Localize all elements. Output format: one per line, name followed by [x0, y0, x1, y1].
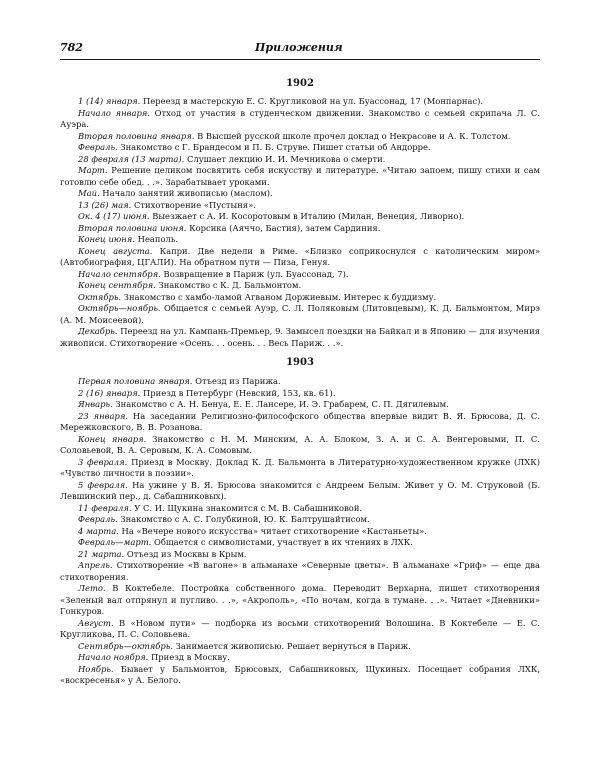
- chronicle-entry: [60, 652, 540, 664]
- entry-text: Решение целиком посвятить себя искусству и литературе. «Читаю запоем, пишу стихи и сам готовлю себе обед. . .». Зарабатывает уроками.: [60, 165, 540, 187]
- entry-date: Март.: [78, 165, 108, 175]
- entry-date: Ноябрь.: [78, 663, 114, 674]
- chronicle-entry: [60, 411, 540, 434]
- entry-text: Приезд в Москву. Доклад К. Д. Бальмонта в Литературно-художественном кружке (ЛХК) «Чувство личности в поэзии».: [60, 456, 540, 478]
- chronicle-entry: [60, 96, 540, 108]
- entry-text: Знакомство с хамбо-ламой Агваном Доржиевым. Интерес к буддизму.: [121, 291, 437, 302]
- entry-text: Приезд в Петербург (Невский, 153, кв. 61).: [140, 387, 336, 398]
- entry-date: Лето.: [78, 583, 106, 593]
- entry-date: 5 февраля.: [78, 479, 128, 490]
- entry-text: Капри. Две недели в Риме. «Близко соприкоснулся с католическим миром» (Автобиография, ЦГАЛИ). На обратном пути — Пиза, Генуя.: [60, 245, 540, 267]
- chronicle-entries-1903: [60, 376, 540, 687]
- chronicle-entry: [60, 457, 540, 480]
- entry-date: Начало ноября.: [78, 652, 149, 662]
- entry-date: Февраль.: [78, 142, 118, 152]
- entry-text: Слушает лекцию И. И. Мечникова о смерти.: [184, 153, 386, 164]
- entry-date: 21 марта.: [78, 548, 125, 559]
- entry-text: Начало занятий живописью (маслом).: [99, 188, 273, 198]
- entry-text: Переезд в мастерскую Е. С. Кругликовой на ул. Буассонад, 17 (Монпарнас).: [140, 96, 484, 106]
- entry-date: Конец июня.: [78, 234, 135, 244]
- entry-date: Вторая половина января.: [78, 130, 195, 141]
- entry-date: Декабрь.: [78, 326, 118, 336]
- entry-text: Знакомство с А. С. Голубкиной, Ю. К. Балтрушайтисом.: [117, 514, 370, 524]
- chronicle-entry: [60, 200, 540, 212]
- chronicle-entry: [60, 664, 540, 687]
- entry-text: Неаполь.: [135, 234, 179, 244]
- chronicle-entry: [60, 211, 540, 223]
- entry-date: Октябрь.: [78, 291, 122, 302]
- chronicle-entries-1902: [60, 96, 540, 349]
- entry-date: Май.: [78, 188, 100, 198]
- entry-text: Выезжает с А. И. Косоротовым в Италию (Милан, Венеция, Ливорно).: [149, 211, 465, 221]
- entry-date: Февраль—март.: [78, 537, 152, 547]
- entry-text: Корсика (Аяччо, Бастия), затем Сардиния.: [186, 222, 381, 233]
- entry-date: Апрель.: [78, 560, 113, 570]
- entry-date: Январь.: [78, 399, 113, 409]
- entry-date: Конец сентября.: [78, 280, 156, 290]
- entry-date: 3 февраля.: [78, 456, 128, 467]
- entry-text: Стихотворение «В вагоне» в альманахе «Северные цветы». В альманахе «Гриф» — еще два стихотворения.: [60, 560, 540, 582]
- entry-text: Отъезд из Москвы в Крым.: [124, 548, 247, 559]
- chronicle-entry: [60, 560, 540, 583]
- entry-text: На «Вечере нового искусства» читает стихотворение «Кастаньеты».: [118, 525, 427, 536]
- entry-date: Август.: [78, 617, 114, 628]
- chronicle-entry: [60, 641, 540, 653]
- header-rule: [60, 59, 540, 60]
- chronicle-entry: [60, 165, 540, 188]
- chronicle-entry: [60, 326, 540, 349]
- page-header: [60, 41, 540, 57]
- entry-date: Первая половина января.: [78, 376, 193, 386]
- entry-text: Отъезд из Парижа.: [192, 376, 281, 386]
- entry-text: Общается с символистами, участвует в их чтениях в ЛХК.: [151, 537, 413, 547]
- entry-text: Занимается живописью. Решает вернуться в Париж.: [173, 640, 411, 651]
- chronicle-entry: [60, 376, 540, 388]
- entry-text: Возвращение в Париж (ул. Буассонад, 7).: [160, 268, 349, 279]
- entry-text: В Высшей русской школе прочел доклад о Некрасове и А. К. Толстом.: [194, 130, 511, 141]
- chronicle-entry: [60, 234, 540, 246]
- chronicle-entry: [60, 583, 540, 618]
- entry-date: 11 февраля.: [78, 502, 132, 513]
- entry-date: Конец января.: [78, 433, 147, 444]
- entry-text: Общается с семьей Ауэр, С. Л. Поляковым (Литовцевым), К. Д. Бальмонтом, Мирэ (А. М. Моисеевой).: [60, 303, 540, 325]
- chronicle-entry: [60, 537, 540, 549]
- entry-text: Приезд в Москву.: [148, 652, 230, 662]
- chronicle-entry: [60, 188, 540, 200]
- entry-text: Переезд на ул. Кампань-Премьер, 9. Замысел поездки на Байкал и в Японию — для изучения живописи. Стихотворение «Осень. . . осень. . . Весь Париж. . .».: [60, 326, 540, 348]
- chronicle-entry: [60, 514, 540, 526]
- chronicle-entry: [60, 108, 540, 131]
- entry-text: Бывает у Бальмонтов, Брюсовых, Сабашниковых, Щукиных. Посещает собрания ЛХК, «воскресенья» у А. Белого.: [60, 663, 540, 685]
- chronicle-entry: [60, 526, 540, 538]
- entry-date: 28 февраля (13 марта).: [78, 153, 185, 164]
- chronicle-entry: [60, 503, 540, 515]
- entry-text: На заседании Религиозно-философского общества впервые видит В. Я. Брюсова, Д. С. Мережковского, В. В. Розанова.: [60, 410, 540, 432]
- entry-text: Знакомство с А. Н. Бенуа, Е. Е. Лансере, И. Э. Грабарем, С. П. Дягилевым.: [112, 399, 449, 409]
- entry-text: В Коктебеле. Постройка собственного дома. Переводит Верхарна, пишет стихотворения «Зеленый вал отпрянул и пугливо. . .», «Акрополь», «По ночам, когда в тумане. . .». Читает «Дневники» Гонкуров.: [60, 583, 540, 616]
- entry-text: На ужине у В. Я. Брюсова знакомится с Андреем Белым. Живет у О. М. Струковой (Б. Левшинский пер., д. Сабашниковых).: [60, 479, 540, 501]
- entry-date: Начало сентября.: [78, 268, 161, 279]
- chronicle-entry: [60, 131, 540, 143]
- chronicle-entry: [60, 549, 540, 561]
- entry-date: 1 (14) января.: [78, 96, 141, 106]
- entry-date: 2 (16) января.: [78, 387, 141, 398]
- chronicle-entry: [60, 303, 540, 326]
- entry-text: Знакомство с Н. М. Минским, А. А. Блоком, З. А. и С. А. Венгеровыми, П. С. Соловьевой, В. А. Серовым, К. А. Сомовым.: [60, 433, 540, 455]
- chronicle-entry: [60, 154, 540, 166]
- chronicle-entry: [60, 142, 540, 154]
- entry-text: У С. И. Щукина знакомится с М. В. Сабашниковой.: [131, 502, 363, 513]
- year-heading: 1903: [286, 357, 314, 368]
- chronicle-entry: [60, 280, 540, 292]
- chronicle-entry: [60, 618, 540, 641]
- entry-date: 4 марта.: [78, 525, 119, 536]
- entry-text: Знакомство с К. Д. Бальмонтом.: [155, 280, 302, 290]
- chronicle-entry: [60, 292, 540, 304]
- chronicle-entry: [60, 388, 540, 400]
- entry-date: Февраль.: [78, 514, 118, 524]
- page-number: 782: [60, 41, 83, 54]
- running-title: Приложения: [255, 41, 343, 54]
- entry-date: Вторая половина июня.: [78, 222, 187, 233]
- entry-date: Ок. 4 (17) июня.: [78, 211, 150, 221]
- entry-date: 13 (26) мая.: [78, 199, 132, 210]
- chronicle-entry: [60, 399, 540, 411]
- entry-date: Сентябрь—октябрь.: [78, 640, 173, 651]
- entry-date: 23 января.: [78, 410, 129, 421]
- entry-date: Начало января.: [78, 107, 151, 118]
- chronicle-entry: [60, 434, 540, 457]
- entry-text: Отход от участия в студенческом движении. Знакомство с семьей скрипача Л. С. Ауэра.: [60, 107, 540, 129]
- chronicle-entry: [60, 480, 540, 503]
- entry-date: Конец августа.: [78, 245, 153, 256]
- chronicle-entry: [60, 223, 540, 235]
- entry-text: В «Новом пути» — подборка из восьми стихотворений Волошина. В Коктебеле — Е. С. Кругликова, П. С. Соловьева.: [60, 617, 540, 639]
- entry-text: Стихотворение «Пустыня».: [131, 199, 256, 210]
- chronicle-entry: [60, 246, 540, 269]
- year-heading: 1902: [286, 78, 314, 89]
- chronicle-entry: [60, 269, 540, 281]
- entry-date: Октябрь—ноябрь.: [78, 303, 161, 313]
- entry-text: Знакомство с Г. Брандесом и П. Б. Струве. Пишет статьи об Андорре.: [117, 142, 431, 152]
